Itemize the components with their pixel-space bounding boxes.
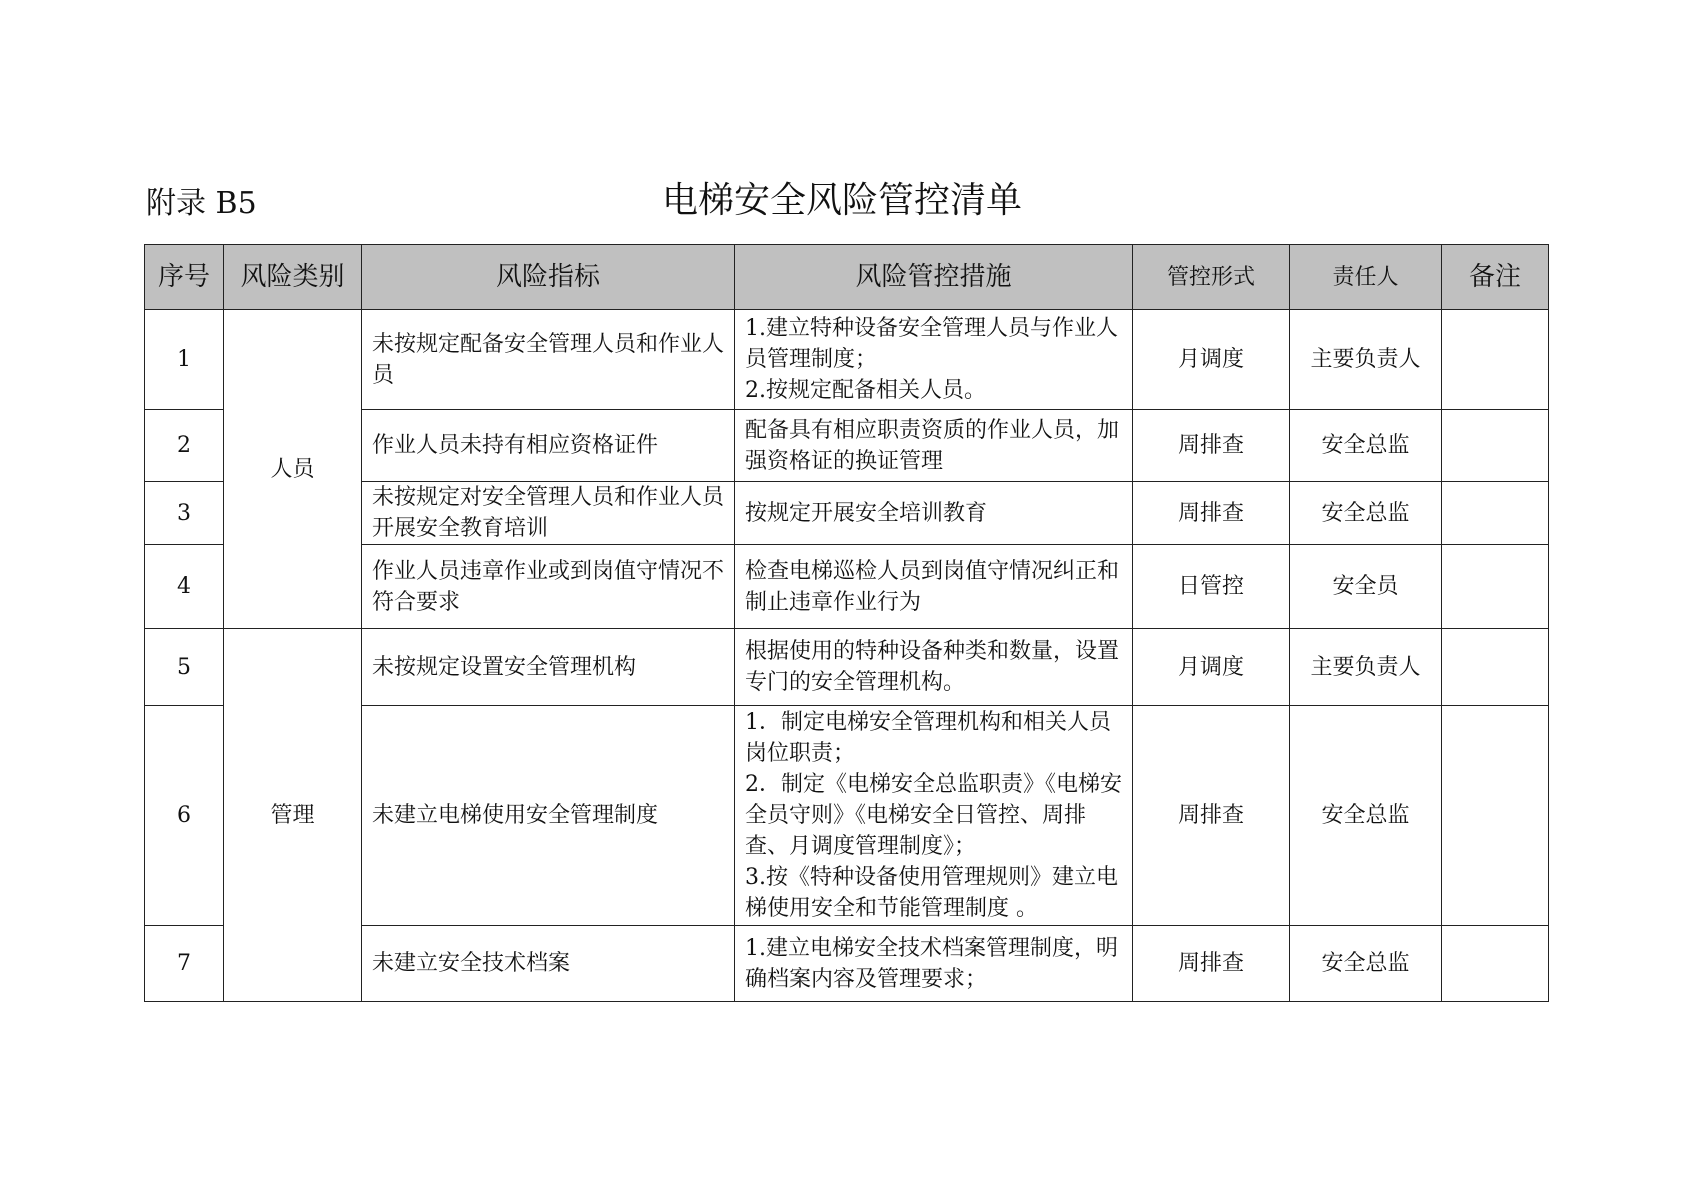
measure-line: 按规定开展安全培训教育 [745,500,988,526]
responsible-person: 安全总监 [1290,482,1442,545]
row-number: 5 [145,629,224,706]
remark-cell [1442,926,1549,1002]
remark-cell [1442,310,1549,410]
control-form: 日管控 [1133,545,1290,629]
measure-line: 检查电梯巡检人员到岗值守情况纠正和制止违章作业行为 [745,558,1120,615]
page-title: 电梯安全风险管控清单 [661,180,1022,221]
column-header-note: 备注 [1442,245,1549,310]
measure-line: 1．制定电梯安全管理机构和相关人员岗位职责； [745,710,1111,766]
row-number: 4 [145,545,224,629]
responsible-person: 安全员 [1290,545,1442,629]
remark-cell [1442,706,1549,926]
control-form: 周排查 [1133,706,1290,926]
measure-line: 根据使用的特种设备种类和数量，设置专门的安全管理机构。 [745,639,1120,695]
control-form: 月调度 [1133,310,1290,410]
risk-indicator: 未建立安全技术档案 [362,926,735,1002]
responsible-person: 主要负责人 [1290,310,1442,410]
column-header-no: 序号 [145,245,224,310]
measure-line: 3.按《特种设备使用管理规则》建立电梯使用安全和节能管理制度 。 [745,865,1118,921]
control-measures [735,706,1133,926]
responsible-person: 安全总监 [1290,926,1442,1002]
column-header-form: 管控形式 [1133,245,1290,310]
responsible-person: 安全总监 [1290,706,1442,926]
risk-indicator: 未建立电梯使用安全管理制度 [362,706,735,926]
control-measures [735,410,1133,482]
risk-indicator: 作业人员未持有相应资格证件 [362,410,735,482]
measure-line: 1.建立电梯安全技术档案管理制度，明确档案内容及管理要求； [745,935,1118,992]
control-measures [735,629,1133,706]
table-header-row [145,245,1549,310]
control-form: 周排查 [1133,482,1290,545]
risk-indicator: 未按规定设置安全管理机构 [362,629,735,706]
control-measures [735,926,1133,1002]
control-form: 月调度 [1133,629,1290,706]
column-header-indicator: 风险指标 [362,245,735,310]
row-number: 7 [145,926,224,1002]
column-header-measures: 风险管控措施 [735,245,1133,310]
control-form: 周排查 [1133,926,1290,1002]
table-row [145,629,1549,706]
measure-line: 2．制定《电梯安全总监职责》《电梯安全员守则》《电梯安全日管控、周排查、月调度管理制度》； [745,772,1122,859]
control-measures [735,310,1133,410]
remark-cell [1442,410,1549,482]
risk-category-personnel: 人员 [224,310,362,629]
risk-indicator: 未按规定配备安全管理人员和作业人员 [362,310,735,410]
remark-cell [1442,629,1549,706]
responsible-person: 安全总监 [1290,410,1442,482]
control-measures [735,482,1133,545]
risk-indicator: 未按规定对安全管理人员和作业人员开展安全教育培训 [362,482,735,545]
responsible-person: 主要负责人 [1290,629,1442,706]
remark-cell [1442,545,1549,629]
control-form: 周排查 [1133,410,1290,482]
measure-line: 配备具有相应职责资质的作业人员，加强资格证的换证管理 [745,417,1120,474]
row-number: 6 [145,706,224,926]
row-number: 3 [145,482,224,545]
column-header-owner: 责任人 [1290,245,1442,310]
measure-line: 2.按规定配备相关人员。 [745,378,986,403]
measure-line: 1.建立特种设备安全管理人员与作业人员管理制度； [745,316,1118,372]
risk-control-table [144,244,1549,1002]
row-number: 1 [145,310,224,410]
risk-indicator: 作业人员违章作业或到岗值守情况不符合要求 [362,545,735,629]
risk-category-management: 管理 [224,629,362,1002]
remark-cell [1442,482,1549,545]
row-number: 2 [145,410,224,482]
column-header-category: 风险类别 [224,245,362,310]
appendix-label: 附录 B5 [146,186,257,221]
control-measures [735,545,1133,629]
table-row [145,310,1549,410]
